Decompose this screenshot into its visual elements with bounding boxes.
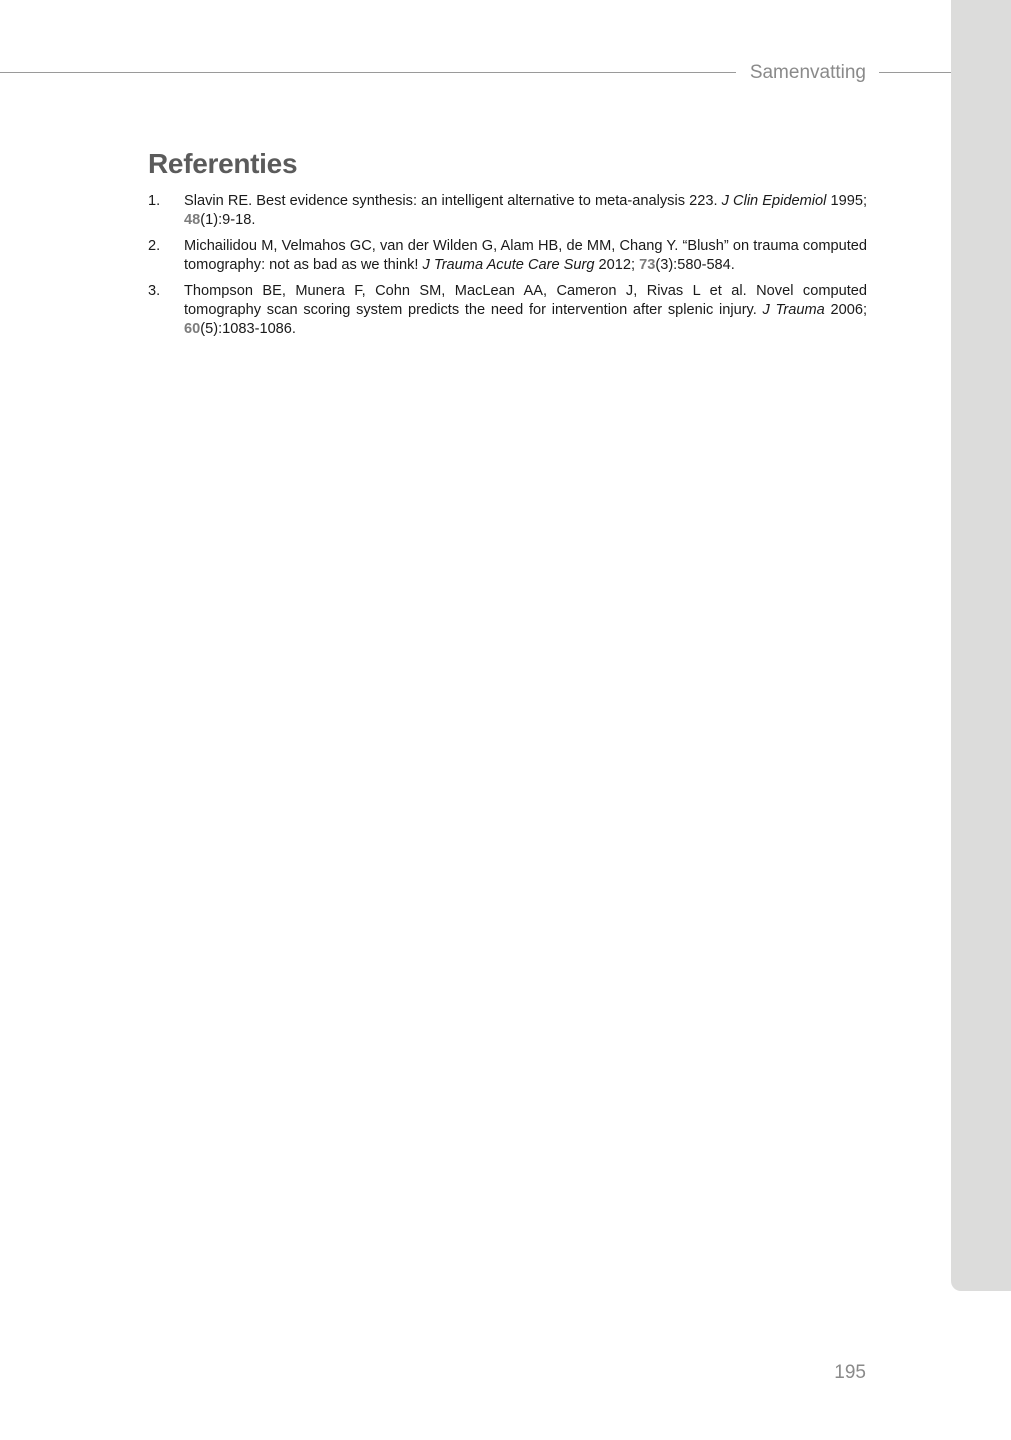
reference-number: 2. [148,238,161,254]
reference-year: 2012; [594,257,640,273]
reference-item [148,237,867,275]
reference-year: 1995; [826,193,868,209]
reference-journal: J Trauma [762,302,825,318]
reference-issue-pages: (5):1083-1086. [200,321,296,337]
reference-volume: 73 [639,257,656,273]
reference-authors-title: Michailidou M, Velmahos GC, van der Wilden G, Alam HB, de MM, Chang Y. “Blush” on trauma computed tomography: not as bad as we think! [184,238,867,273]
reference-list [148,192,867,346]
reference-text [184,282,867,339]
running-title: Samenvatting [749,62,866,83]
reference-text [184,192,867,230]
reference-text [184,237,867,275]
reference-journal: J Trauma Acute Care Surg [422,257,595,273]
reference-number: 3. [148,283,161,299]
reference-item [148,282,867,339]
reference-journal: J Clin Epidemiol [721,193,827,209]
reference-authors-title: Thompson BE, Munera F, Cohn SM, MacLean AA, Cameron J, Rivas L et al. Novel computed tomography scan scoring system predicts the need for intervention after splenic injury. [184,283,867,318]
header-rule-left [0,72,736,73]
reference-year: 2006; [824,302,867,318]
reference-number: 1. [148,193,161,209]
section-heading: Referenties [148,148,298,179]
reference-issue-pages: (1):9-18. [200,212,256,228]
reference-volume: 48 [184,212,201,228]
header-rule-right [879,72,951,73]
page-number: 195 [834,1362,866,1383]
reference-volume: 60 [184,321,201,337]
reference-item [148,192,867,230]
reference-issue-pages: (3):580-584. [655,257,735,273]
chapter-side-tab [951,0,1011,1291]
reference-authors-title: Slavin RE. Best evidence synthesis: an intelligent alternative to meta-analysis 223. [184,193,722,209]
